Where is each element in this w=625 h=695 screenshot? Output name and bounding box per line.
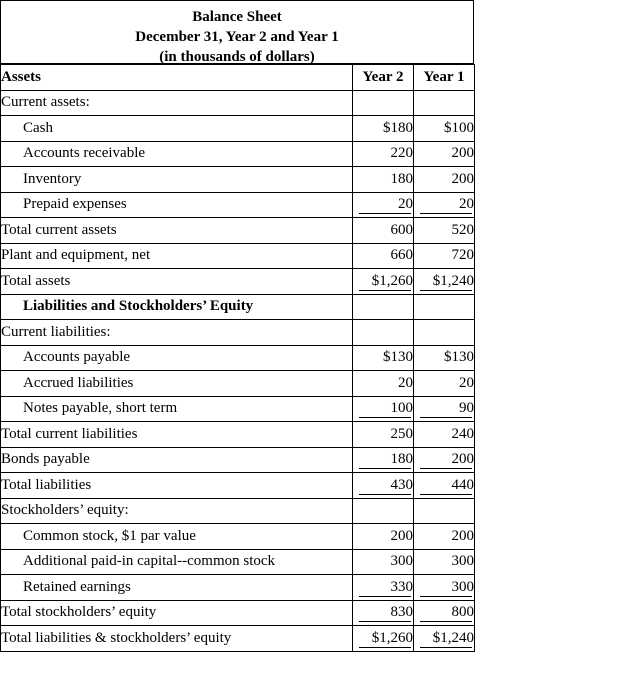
- balance-sheet-header: [0, 0, 474, 64]
- year1-value: $1,240: [414, 269, 475, 295]
- row-label: Stockholders’ equity:: [1, 498, 353, 524]
- year2-value: [353, 294, 414, 320]
- table-row: [1, 575, 475, 601]
- column-header-row: [1, 65, 475, 91]
- balance-sheet-table: [0, 64, 475, 652]
- table-row: [1, 269, 475, 295]
- year2-value: 20: [353, 192, 414, 218]
- row-label: Accounts receivable: [1, 141, 353, 167]
- year2-value: 250: [353, 422, 414, 448]
- table-row: [1, 498, 475, 524]
- year1-value: [414, 90, 475, 116]
- year1-value: 300: [414, 549, 475, 575]
- year1-value: 200: [414, 141, 475, 167]
- year1-value: 800: [414, 600, 475, 626]
- table-row: [1, 90, 475, 116]
- row-label: Plant and equipment, net: [1, 243, 353, 269]
- year1-value: 200: [414, 524, 475, 550]
- table-row: [1, 192, 475, 218]
- table-row: [1, 116, 475, 142]
- year1-value: [414, 294, 475, 320]
- row-label: Total stockholders’ equity: [1, 600, 353, 626]
- year1-value: 300: [414, 575, 475, 601]
- table-row: [1, 549, 475, 575]
- year2-value: [353, 498, 414, 524]
- assets-header: Assets: [1, 65, 353, 91]
- year1-value: 240: [414, 422, 475, 448]
- year2-value: $1,260: [353, 269, 414, 295]
- table-row: [1, 396, 475, 422]
- year1-value: 720: [414, 243, 475, 269]
- table-row: [1, 141, 475, 167]
- year2-value: $130: [353, 345, 414, 371]
- year2-value: 200: [353, 524, 414, 550]
- table-row: [1, 371, 475, 397]
- sheet-title: Balance Sheet: [192, 9, 282, 25]
- row-label: Total assets: [1, 269, 353, 295]
- table-row: [1, 320, 475, 346]
- table-row: [1, 600, 475, 626]
- year2-value: 180: [353, 167, 414, 193]
- year2-value: 100: [353, 396, 414, 422]
- year2-value: $1,260: [353, 626, 414, 652]
- year1-value: 20: [414, 371, 475, 397]
- row-label: Notes payable, short term: [1, 396, 353, 422]
- year2-value: $180: [353, 116, 414, 142]
- year1-value: 520: [414, 218, 475, 244]
- table-row: [1, 447, 475, 473]
- year1-value: $1,240: [414, 626, 475, 652]
- table-row: [1, 243, 475, 269]
- row-label: Common stock, $1 par value: [1, 524, 353, 550]
- table-row: [1, 626, 475, 652]
- year2-value: 330: [353, 575, 414, 601]
- table-row: [1, 524, 475, 550]
- year2-value: 220: [353, 141, 414, 167]
- year2-value: 180: [353, 447, 414, 473]
- year2-value: 20: [353, 371, 414, 397]
- table-row: [1, 218, 475, 244]
- row-label: Accounts payable: [1, 345, 353, 371]
- table-row: [1, 167, 475, 193]
- year1-value: 90: [414, 396, 475, 422]
- row-label: Current liabilities:: [1, 320, 353, 346]
- row-label: Total current assets: [1, 218, 353, 244]
- year2-value: 600: [353, 218, 414, 244]
- row-label: Total current liabilities: [1, 422, 353, 448]
- year2-value: 660: [353, 243, 414, 269]
- year2-value: 430: [353, 473, 414, 499]
- year2-value: 300: [353, 549, 414, 575]
- row-label: Inventory: [1, 167, 353, 193]
- sheet-units: (in thousands of dollars): [159, 49, 315, 65]
- liabilities-section-title: Liabilities and Stockholders’ Equity: [1, 294, 353, 320]
- row-label: Prepaid expenses: [1, 192, 353, 218]
- year1-value: $100: [414, 116, 475, 142]
- row-label: Accrued liabilities: [1, 371, 353, 397]
- year2-value: 830: [353, 600, 414, 626]
- row-label: Retained earnings: [1, 575, 353, 601]
- year1-header: Year 1: [414, 65, 475, 91]
- row-label: Additional paid-in capital--common stock: [1, 549, 353, 575]
- row-label: Cash: [1, 116, 353, 142]
- year1-value: [414, 320, 475, 346]
- table-row: [1, 345, 475, 371]
- year1-value: [414, 498, 475, 524]
- year1-value: 200: [414, 447, 475, 473]
- year1-value: 20: [414, 192, 475, 218]
- row-label: Total liabilities: [1, 473, 353, 499]
- row-label: Current assets:: [1, 90, 353, 116]
- year1-value: 200: [414, 167, 475, 193]
- year2-header: Year 2: [353, 65, 414, 91]
- sheet-date: December 31, Year 2 and Year 1: [135, 29, 339, 45]
- year1-value: $130: [414, 345, 475, 371]
- section-header-row: [1, 294, 475, 320]
- year2-value: [353, 90, 414, 116]
- table-row: [1, 473, 475, 499]
- year2-value: [353, 320, 414, 346]
- row-label: Bonds payable: [1, 447, 353, 473]
- year1-value: 440: [414, 473, 475, 499]
- table-row: [1, 422, 475, 448]
- row-label: Total liabilities & stockholders’ equity: [1, 626, 353, 652]
